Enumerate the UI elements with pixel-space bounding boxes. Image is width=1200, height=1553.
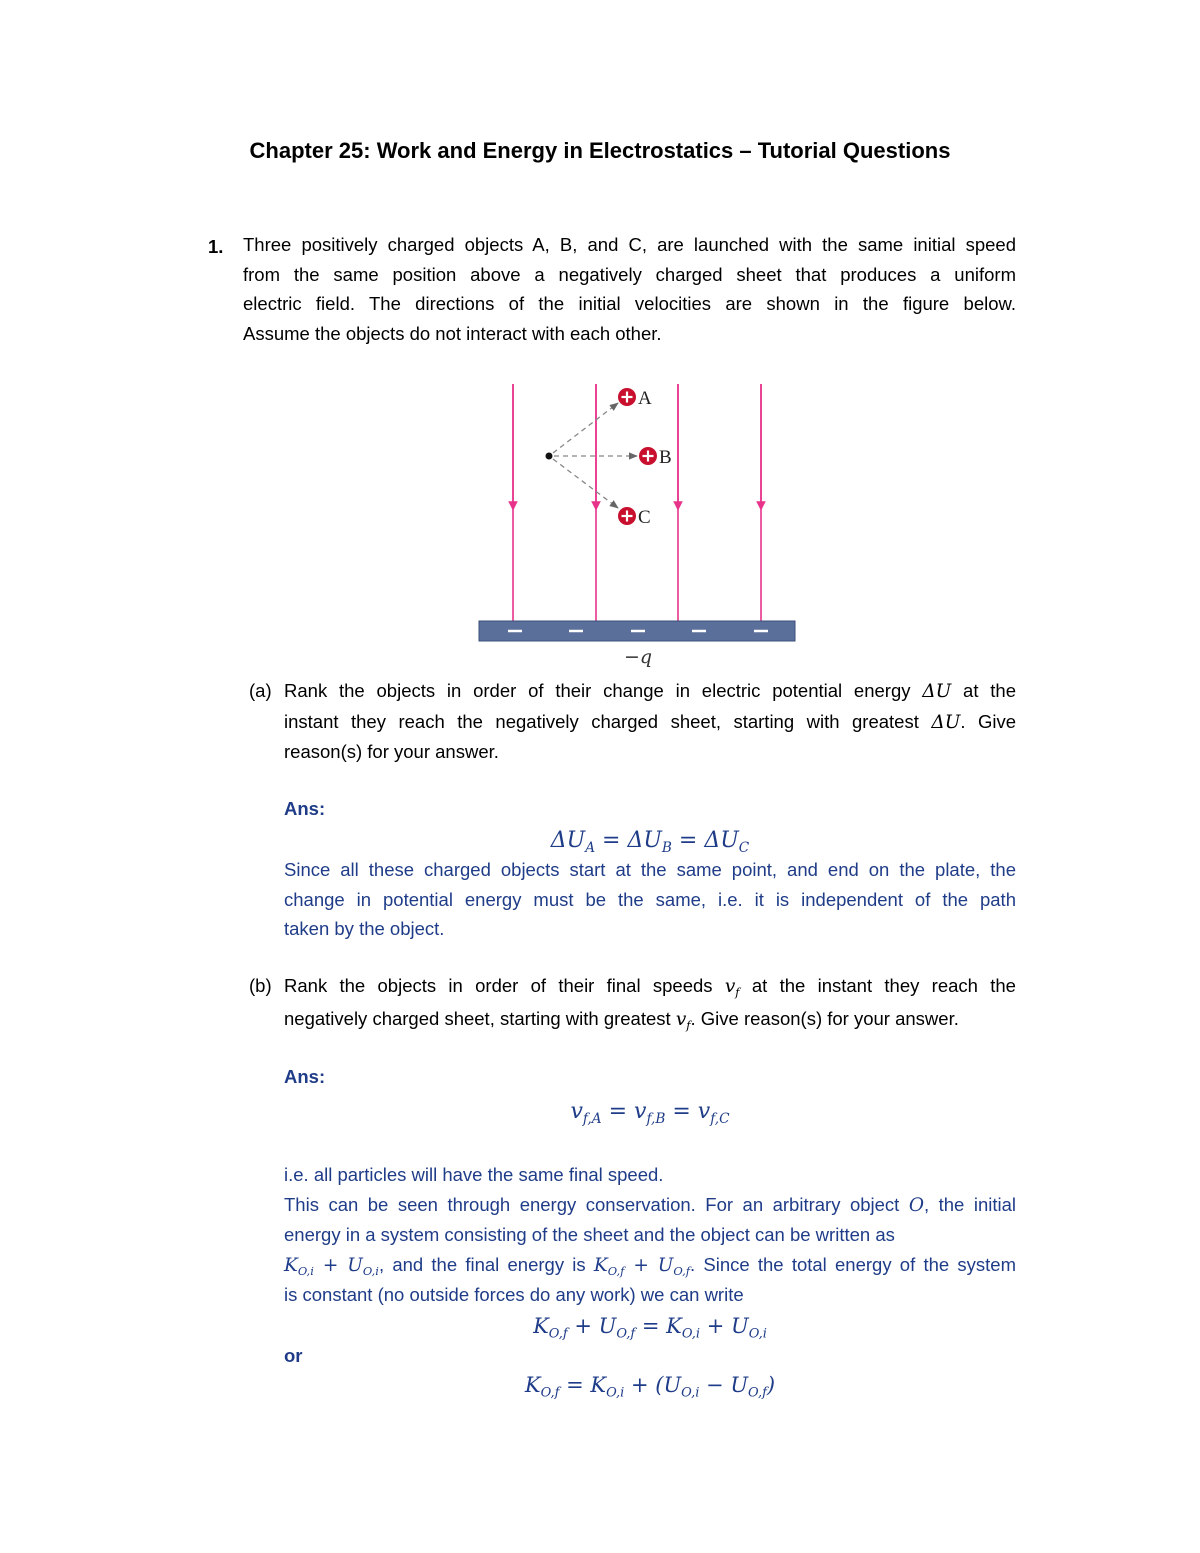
part-a-question: Rank the objects in order of their change in electric potential energy ΔU at the instant they reach the negatively charged sheet, starting with greatest ΔU. Give reason(s) for your answer. — [284, 680, 1016, 762]
velocity-vectors — [553, 403, 637, 508]
part-b-question: Rank the objects in order of their final speeds $v_f$ at the instant they reach the negatively charged sheet, starting with greatest $v_f$. Give reason(s) for your answer. — [284, 975, 1016, 1032]
page-title: Chapter 25: Work and Energy in Electrostatics – Tutorial Questions — [249, 138, 951, 163]
velocity-arrow-c — [553, 459, 618, 508]
field-lines — [513, 384, 761, 621]
energy-equation-2: $K_{O,f} = K_{O,i} + (U_{O,i} - U_{O,f})$ — [524, 1373, 776, 1401]
part-a-ans-label: Ans: — [284, 798, 326, 819]
question-text — [243, 230, 1016, 348]
question-line: from the same position above a negatively charged sheet that produces a uniform — [243, 263, 1016, 285]
part-a-equation: $\Delta U_A = \Delta U_B = \Delta U_C$ — [550, 828, 750, 856]
part-b-label: (b) — [249, 975, 272, 996]
question-line: Three positively charged objects A, B, and C, are launched with the same initial speed — [243, 234, 1016, 255]
label-b: B — [659, 447, 672, 468]
part-b-equation: $v_{f,A} = v_{f,B} = v_{f,C}$ — [570, 1099, 730, 1127]
charge-c — [618, 507, 636, 525]
charge-b — [639, 447, 657, 465]
charged-sheet-figure — [470, 378, 810, 678]
energy-equation-1: $K_{O,f} + U_{O,f} = K_{O,i} + U_{O,i}$ — [533, 1314, 767, 1342]
part-b-answer: i.e. all particles will have the same final speed. This can be seen through energy conservation. For an arbitrary object O, the initial energy in a system consisting of the sheet and the object can be written as $K_{O,i} + U_{O,i}$, and the final energy is $K_{O,f} + U_{O,f}$. Since the total energy of the system is constant (no outside forces do any work) we can write — [284, 1164, 1016, 1305]
label-a: A — [638, 388, 652, 409]
launch-point — [546, 453, 553, 460]
part-a-label: (a) — [249, 680, 272, 701]
part-a-answer: Since all these charged objects start at the same point, and end on the plate, the change in potential energy must be the same, i.e. it is independent of the path taken by the object. — [284, 859, 1016, 939]
velocity-arrow-a — [553, 403, 618, 453]
question-number: 1. — [208, 236, 224, 257]
part-b-ans-label: Ans: — [284, 1066, 326, 1087]
sheet-charge-label: −q — [624, 646, 653, 668]
question-line: electric field. The directions of the initial velocities are shown in the figure below. — [243, 293, 1016, 314]
or-word: or — [284, 1345, 303, 1366]
question-line: Assume the objects do not interact with each other. — [243, 322, 662, 344]
label-c: C — [638, 507, 651, 528]
charge-a — [618, 388, 636, 406]
